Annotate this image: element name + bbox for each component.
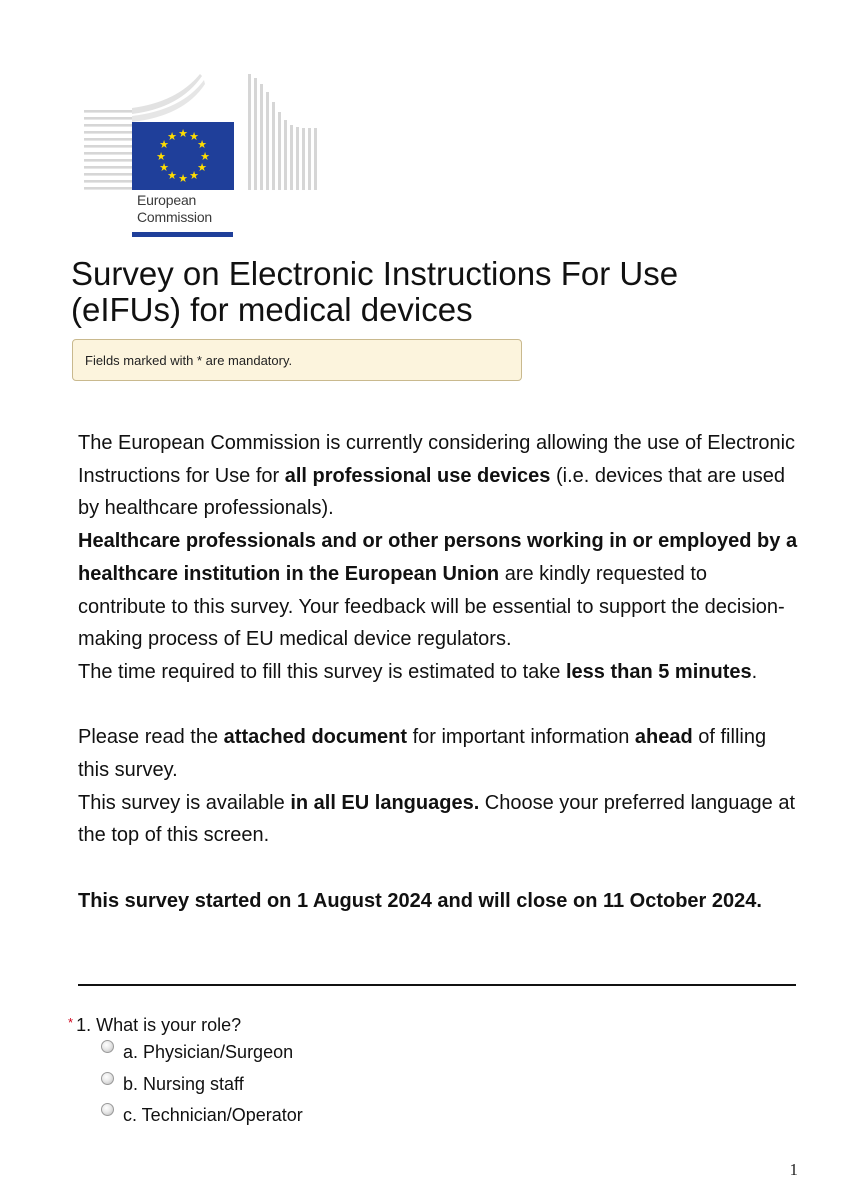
- svg-text:★: ★: [159, 138, 169, 151]
- svg-text:★: ★: [156, 150, 166, 163]
- mandatory-fields-notice: Fields marked with * are mandatory.: [72, 339, 522, 381]
- svg-text:★: ★: [200, 150, 210, 163]
- paragraph-gap: [78, 852, 798, 885]
- question-1-label: * 1. What is your role?: [68, 1015, 242, 1035]
- logo-line-1: European: [137, 192, 197, 208]
- svg-text:★: ★: [178, 172, 188, 185]
- intro-paragraph-2: Healthcare professionals and or other persons working in or employed by a healthcare institution in the European Union are kindly requested to contribute to this survey. Your feedback will be essential to support the decision-making process of EU medical device regulators.: [78, 530, 798, 651]
- role-option-nursing-staff[interactable]: b. Nursing staff: [101, 1072, 244, 1096]
- survey-dates: This survey started on 1 August 2024 and will close on 11 October 2024.: [78, 889, 762, 912]
- intro-paragraph-3: The time required to fill this survey is estimated to take less than 5 minutes.: [78, 660, 758, 683]
- svg-text:★: ★: [167, 130, 177, 143]
- paragraph-gap: [78, 689, 798, 722]
- logo-underline-bar: [132, 232, 233, 237]
- svg-text:★: ★: [167, 169, 177, 182]
- svg-text:★: ★: [159, 161, 169, 174]
- building-right-graphic: [248, 74, 317, 190]
- radio-button[interactable]: [101, 1072, 114, 1085]
- section-divider: [78, 984, 796, 986]
- svg-text:★: ★: [189, 169, 199, 182]
- svg-text:★: ★: [189, 130, 199, 143]
- required-marker: *: [68, 1015, 74, 1030]
- role-option-physician-surgeon[interactable]: a. Physician/Surgeon: [101, 1040, 293, 1064]
- logo-wordmark: [137, 192, 212, 226]
- survey-introduction: [78, 427, 798, 918]
- svg-text:★: ★: [197, 161, 207, 174]
- page-number: 1: [789, 1160, 798, 1179]
- svg-text:★: ★: [197, 138, 207, 151]
- role-option-technician-operator[interactable]: c. Technician/Operator: [101, 1103, 303, 1127]
- logo-line-2: Commission: [137, 209, 213, 225]
- page-title: Survey on Electronic Instructions For Use (eIFUs) for medical devices: [71, 255, 679, 328]
- radio-button[interactable]: [101, 1103, 114, 1116]
- attached-document-text: attached document: [223, 726, 408, 749]
- svg-text:★: ★: [178, 127, 188, 140]
- intro-paragraph-1: The European Commission is currently considering allowing the use of Electronic Instructions for Use for all professional use devices (i.e. devices that are used by healthcare professionals).: [78, 432, 796, 520]
- intro-paragraph-5: This survey is available in all EU languages. Choose your preferred language at the top of this screen.: [78, 791, 796, 847]
- radio-button[interactable]: [101, 1040, 114, 1053]
- intro-paragraph-4: Please read the attached document for important information ahead of filling this survey.: [78, 726, 767, 782]
